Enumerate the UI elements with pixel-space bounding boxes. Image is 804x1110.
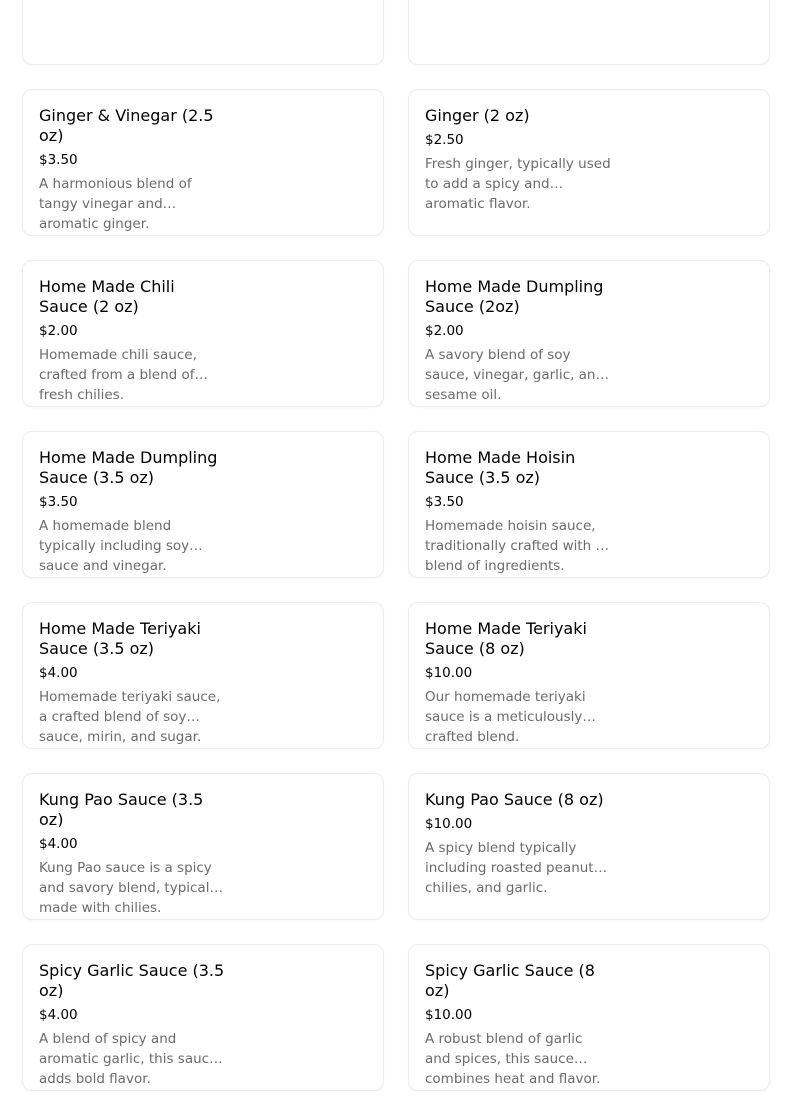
menu-item-card[interactable] [408, 602, 770, 749]
menu-item-content [425, 961, 611, 1087]
menu-item-name: Ginger & Vinegar (2.5 oz) [39, 106, 214, 145]
menu-item-price: $4.00 [39, 836, 78, 852]
menu-item-description: Fresh ginger, typically used to add a spicy and aromatic flavor. [425, 156, 611, 212]
menu-item-name: Spicy Garlic Sauce (3.5 oz) [39, 961, 225, 1000]
menu-item-card[interactable] [22, 431, 384, 578]
menu-item-name: Kung Pao Sauce (3.5 oz) [39, 790, 204, 829]
menu-item-name: Home Made Dumpling Sauce (2oz) [425, 277, 604, 316]
menu-item-name: Ginger (2 oz) [425, 106, 530, 125]
menu-item-content [39, 106, 225, 232]
menu-item-name: Home Made Teriyaki Sauce (8 oz) [425, 619, 587, 658]
menu-item-card[interactable] [408, 773, 770, 920]
menu-item-content [425, 448, 611, 574]
menu-item-card[interactable] [22, 89, 384, 236]
menu-item-price: $4.00 [39, 665, 78, 681]
menu-item-description: A homemade blend typically including soy sauce and vinegar. [39, 518, 190, 574]
menu-item-price: $2.00 [425, 323, 464, 339]
menu-item-card[interactable] [22, 602, 384, 749]
menu-item-content [39, 448, 225, 574]
menu-item-card[interactable] [22, 773, 384, 920]
menu-item-content [39, 961, 225, 1087]
menu-item-name: Home Made Chili Sauce (2 oz) [39, 277, 175, 316]
menu-item-description: Homemade chili sauce, crafted from a blend of fresh chilies. [39, 347, 197, 403]
menu-item-price: $3.50 [39, 494, 78, 510]
menu-item-card[interactable] [22, 944, 384, 1091]
menu-item-grid [22, 0, 772, 1091]
menu-item-price: $2.00 [39, 323, 78, 339]
menu-item-price: $3.50 [425, 494, 464, 510]
menu-item-description: A harmonious blend of tangy vinegar and aromatic ginger. [39, 176, 192, 232]
menu-item-description: Homemade hoisin sauce, traditionally crafted with a blend of ingredients. [425, 518, 604, 574]
menu-item-card[interactable] [408, 944, 770, 1091]
menu-item-name: Home Made Hoisin Sauce (3.5 oz) [425, 448, 576, 487]
menu-item-content [39, 277, 225, 403]
menu-item-description: A robust blend of garlic and spices, this sauce combines heat and flavor. [425, 1031, 601, 1087]
menu-item-card[interactable] [408, 89, 770, 236]
menu-item-card[interactable] [22, 0, 384, 65]
menu-item-name: Spicy Garlic Sauce (8 oz) [425, 961, 595, 1000]
menu-item-card[interactable] [408, 431, 770, 578]
menu-item-name: Home Made Teriyaki Sauce (3.5 oz) [39, 619, 201, 658]
menu-item-description: Our homemade teriyaki sauce is a meticulously crafted blend. [425, 689, 586, 745]
menu-item-description: Kung Pao sauce is a spicy and savory blend, typically made with chilies. [39, 860, 222, 916]
menu-item-content [39, 619, 225, 745]
menu-item-price: $4.00 [39, 1007, 78, 1023]
menu-item-price: $10.00 [425, 1007, 473, 1023]
menu-item-name: Home Made Dumpling Sauce (3.5 oz) [39, 448, 218, 487]
menu-item-description: A blend of spicy and aromatic garlic, this sauce adds bold flavor. [39, 1031, 218, 1087]
menu-item-content [425, 277, 611, 403]
menu-item-content [425, 106, 611, 212]
menu-item-content [39, 790, 225, 916]
menu-item-description: A savory blend of soy sauce, vinegar, garlic, and sesame oil. [425, 347, 605, 403]
menu-item-description: A spicy blend typically including roasted peanuts, chilies, and garlic. [425, 840, 605, 896]
menu-item-name: Kung Pao Sauce (8 oz) [425, 790, 604, 809]
menu-item-price: $10.00 [425, 665, 473, 681]
menu-item-card[interactable] [408, 0, 770, 65]
menu-item-price: $10.00 [425, 816, 473, 832]
menu-item-content [425, 619, 611, 745]
menu-item-description: Homemade teriyaki sauce, a crafted blend of soy sauce, mirin, and sugar. [39, 689, 221, 745]
menu-item-content [425, 790, 611, 896]
menu-item-card[interactable] [408, 260, 770, 407]
menu-item-card[interactable] [22, 260, 384, 407]
menu-item-price: $3.50 [39, 152, 78, 168]
menu-item-price: $2.50 [425, 132, 464, 148]
